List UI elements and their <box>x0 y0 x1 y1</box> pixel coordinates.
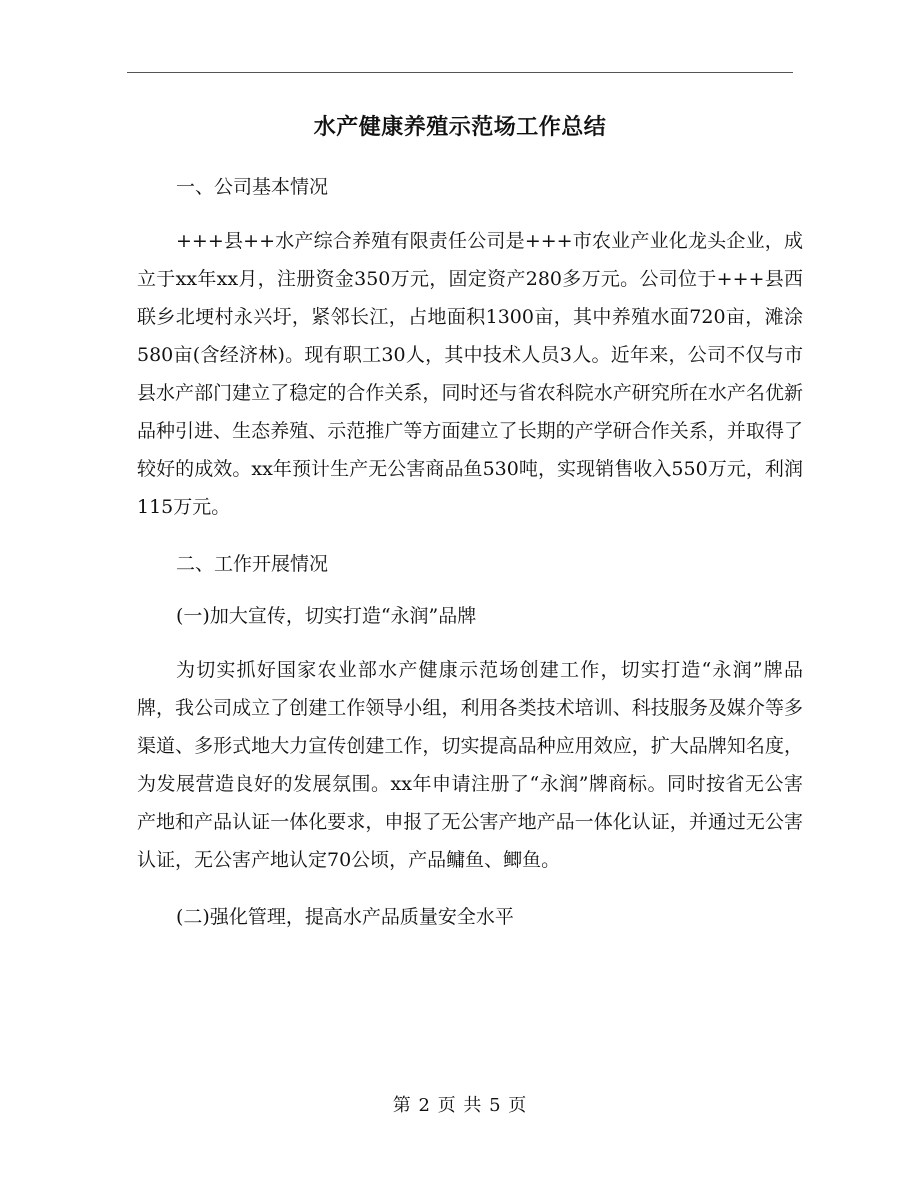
document-body <box>137 168 803 936</box>
header-rule <box>127 72 793 73</box>
document-title: 水产健康养殖示范场工作总结 <box>313 114 607 140</box>
section-heading-2: 二、工作开展情况 <box>176 553 329 575</box>
subsection-heading-2: (二)强化管理，提高水产品质量安全水平 <box>176 906 514 928</box>
section-1-paragraph: +++县++水产综合养殖有限责任公司是+++市农业产业化龙头企业，成立于xx年xx月，注册资金350万元，固定资产280多万元。公司位于+++县西联乡北埂村永兴圩，紧邻长江，占地面积1300亩，其中养殖水面720亩，滩涂580亩(含经济林)。现有职工30人，其中技术人员3人。近年来，公司不仅与市县水产部门建立了稳定的合作关系，同时还与省农科院水产研究所在水产名优新品种引进、生态养殖、示范推广等方面建立了长期的产学研合作关系，并取得了较好的成效。xx年预计生产无公害商品鱼530吨，实现销售收入550万元，利润115万元。 <box>137 230 803 518</box>
subsection-heading-1: (一)加大宣传，切实打造“永润”品牌 <box>176 605 477 627</box>
subsection-1-paragraph: 为切实抓好国家农业部水产健康示范场创建工作，切实打造“永润”牌品牌，我公司成立了创建工作领导小组，利用各类技术培训、科技服务及媒介等多渠道、多形式地大力宣传创建工作，切实提高品种应用效应，扩大品牌知名度，为发展营造良好的发展氛围。xx年申请注册了“永润”牌商标。同时按省无公害产地和产品认证一体化要求，申报了无公害产地产品一体化认证，并通过无公害认证，无公害产地认定70公顷，产品鳙鱼、鲫鱼。 <box>137 659 803 871</box>
page-number-footer: 第 2 页 共 5 页 <box>392 1095 528 1116</box>
section-heading-1: 一、公司基本情况 <box>176 176 329 198</box>
